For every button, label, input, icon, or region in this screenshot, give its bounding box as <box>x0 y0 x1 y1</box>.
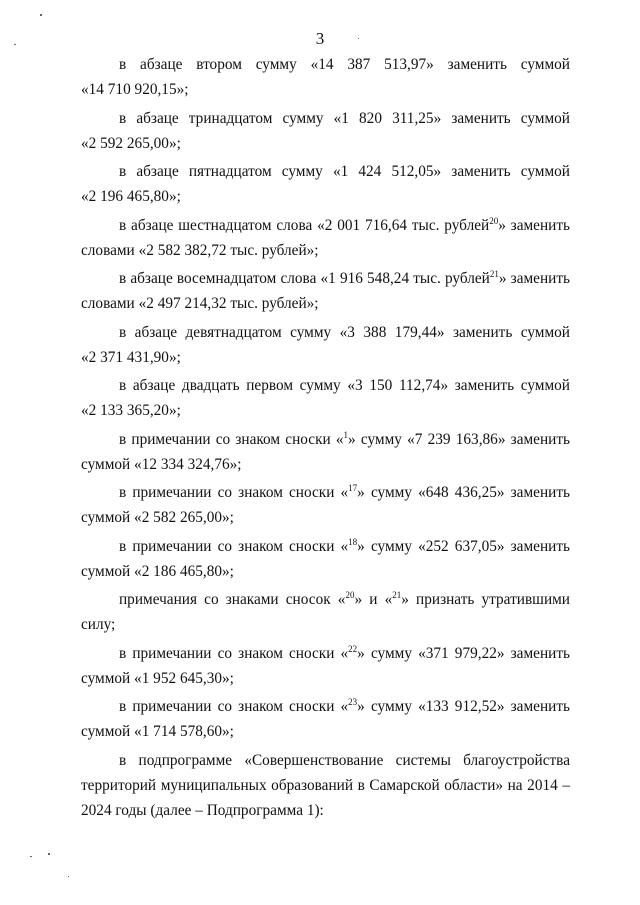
paragraph-7 <box>81 373 570 423</box>
paragraph-8 <box>81 427 570 477</box>
paragraph-line: «2 196 465,80»; <box>81 188 181 205</box>
paragraph-line <box>81 427 570 452</box>
text-run: » сумму «371 979,22» заменить <box>357 644 570 662</box>
paragraph-line: «14 710 920,15»; <box>81 81 189 98</box>
paragraph-line <box>81 694 570 719</box>
text-run: » сумму «7 239 163,86» заменить <box>348 430 570 448</box>
scan-speck <box>358 38 359 39</box>
paragraph-line <box>81 534 570 559</box>
footnote-mark: 20 <box>345 590 355 600</box>
paragraph-line: в абзаце пятнадцатом сумму «1 424 512,05» заменить суммой <box>119 163 570 180</box>
text-run: в примечании со знаком сноски « <box>119 644 349 662</box>
text-run: » сумму «252 637,05» заменить <box>357 537 570 555</box>
footnote-mark: 21 <box>392 590 402 600</box>
scan-speck <box>30 856 32 857</box>
footnote-mark: 20 <box>489 215 499 226</box>
scan-speck <box>40 14 42 16</box>
paragraph-line: суммой «2 582 265,00»; <box>81 509 234 526</box>
paragraph-line: словами «2 497 214,32 тыс. рублей»; <box>81 295 319 312</box>
footnote-mark: 21 <box>489 269 499 279</box>
scan-speck <box>14 44 16 45</box>
text-run: в примечании со знаком сноски « <box>119 430 344 448</box>
paragraph-line: суммой «2 186 465,80»; <box>81 562 234 580</box>
paragraph-line <box>81 266 570 291</box>
paragraph-line: территорий муниципальных образований в Самарской области» на 2014 – <box>81 776 570 794</box>
text-run: в абзаце шестнадцатом слова «2 001 716,64 тыс. рублей <box>119 216 490 234</box>
document-body <box>81 52 570 826</box>
text-run: » заменить <box>498 270 571 287</box>
paragraph-3 <box>81 159 570 209</box>
text-run: » заменить <box>498 216 570 234</box>
footnote-mark: 22 <box>348 643 358 654</box>
text-run: » и « <box>354 591 393 608</box>
page-number: 3 <box>315 29 325 48</box>
text-run: в примечании со знаком сноски « <box>119 537 349 555</box>
paragraph-line: словами «2 582 382,72 тыс. рублей»; <box>81 241 319 259</box>
paragraph-6 <box>81 320 570 370</box>
paragraph-line: в абзаце тринадцатом сумму «1 820 311,25» заменить суммой <box>119 109 570 127</box>
scan-speck <box>68 876 69 877</box>
text-run: » сумму «648 436,25» заменить <box>357 484 570 501</box>
paragraph-line: 2024 годы (далее – Подпрограмма 1): <box>81 801 324 819</box>
paragraph-4 <box>81 213 570 263</box>
paragraph-line: суммой «1 714 578,60»; <box>81 723 234 740</box>
text-run: » сумму «133 912,52» заменить <box>357 698 570 715</box>
paragraph-line: «2 133 365,20»; <box>81 402 181 419</box>
paragraph-line <box>81 587 570 612</box>
text-run: » признать утратившими <box>401 591 570 608</box>
paragraph-9 <box>81 480 570 530</box>
paragraph-line <box>81 480 570 505</box>
paragraph-line: в абзаце двадцать первом сумму «3 150 112,74» заменить суммой <box>119 377 570 394</box>
paragraph-line: суммой «12 334 324,76»; <box>81 455 242 473</box>
paragraph-14 <box>81 748 570 823</box>
footnote-mark: 23 <box>348 697 358 707</box>
paragraph-line: суммой «1 952 645,30»; <box>81 669 234 687</box>
text-run: в примечании со знаком сноски « <box>119 484 349 501</box>
text-run: в примечании со знаком сноски « <box>119 698 349 715</box>
paragraph-1 <box>81 52 570 102</box>
paragraph-line: «2 371 431,90»; <box>81 348 181 366</box>
footnote-mark: 1 <box>343 429 349 440</box>
text-run: в абзаце восемнадцатом слова «1 916 548,24 тыс. рублей <box>119 270 490 287</box>
paragraph-line: в подпрограмме «Совершенствование системы благоустройства <box>119 751 570 769</box>
paragraph-2 <box>81 106 570 156</box>
paragraph-10 <box>81 534 570 584</box>
paragraph-13 <box>81 694 570 744</box>
paragraph-line: в абзаце втором сумму «14 387 513,97» заменить суммой <box>119 56 570 73</box>
paragraph-line: силу; <box>81 616 116 633</box>
paragraph-line: в абзаце девятнадцатом сумму «3 388 179,44» заменить суммой <box>119 323 570 341</box>
text-run: примечания со знаками сносок « <box>119 591 346 608</box>
paragraph-line <box>81 213 570 238</box>
footnote-mark: 17 <box>348 483 358 493</box>
paragraph-line: «2 592 265,00»; <box>81 134 181 152</box>
paragraph-5 <box>81 266 570 316</box>
scan-speck <box>48 853 50 855</box>
paragraph-12 <box>81 641 570 691</box>
footnote-mark: 18 <box>348 536 358 547</box>
paragraph-11 <box>81 587 570 637</box>
paragraph-line <box>81 641 570 666</box>
